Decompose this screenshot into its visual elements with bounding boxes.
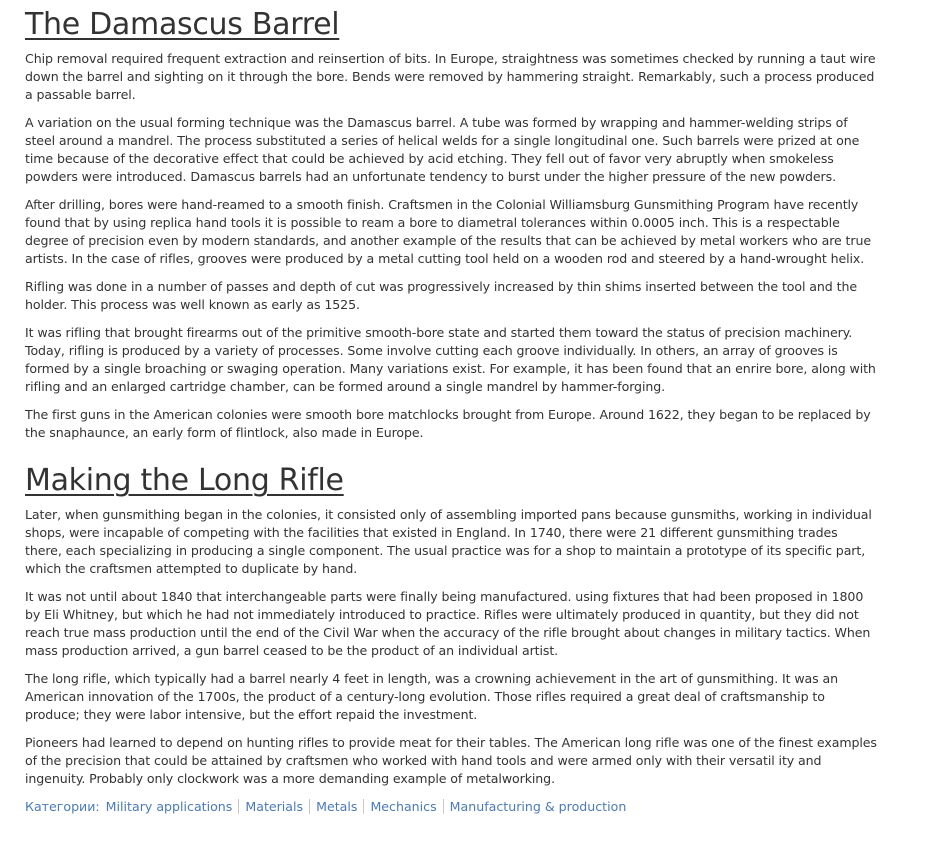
article — [25, 0, 877, 816]
category-link-metals[interactable]: Metals — [309, 799, 363, 814]
section-title-damascus-barrel: The Damascus Barrel — [25, 7, 340, 42]
category-link-manufacturing-production[interactable]: Manufacturing & production — [443, 799, 633, 814]
paragraph: Rifling was done in a number of passes and depth of cut was progressively increased by thin shims inserted between the tool and the holder. This process was well known as early as 1525. — [25, 279, 857, 312]
categories-label: Категории: — [25, 799, 100, 814]
paragraph: A variation on the usual forming technique was the Damascus barrel. A tube was formed by wrapping and hammer-welding strips of steel around a mandrel. The process substituted a series of helical welds for a single longitudinal one. Such barrels were prized at one time because of the decorative effect that could be achieved by acid etching. They fell out of favor very abruptly when smokeless powders were introduced. Damascus barrels had an unfortunate tendency to burst under the higher pressure of the new powders. — [25, 115, 860, 184]
category-link-military-applications[interactable]: Military applications — [105, 799, 233, 814]
category-link-materials[interactable]: Materials — [238, 799, 309, 814]
paragraph: It was not until about 1840 that interchangeable parts were finally being manufactured. using fixtures that had been proposed in 1800 by Eli Whitney, but which he had not immediately introduced to practice. Rifles were ultimately produced in quantity, but they did not reach true mass production until the end of the Civil War when the accuracy of the rifle brought about changes in military tactics. When mass production arrived, a gun barrel ceased to be the product of an individual artist. — [25, 589, 871, 658]
categories-bar — [25, 798, 877, 816]
paragraph: Chip removal required frequent extraction and reinsertion of bits. In Europe, straightness was sometimes checked by running a taut wire down the barrel and sighting on it through the bore. Bends were removed by hammering straight. Remarkably, such a process produced a passable barrel. — [25, 51, 876, 102]
paragraph: After drilling, bores were hand-reamed to a smooth finish. Craftsmen in the Colonial Williamsburg Gunsmithing Program have recently found that by using replica hand tools it is possible to ream a bore to diametral tolerances within 0.0005 inch. This is a respectable degree of precision even by modern standards, and another example of the results that can be achieved by metal workers who are true artists. In the case of rifles, grooves were produced by a metal cutting tool held on a wooden rod and steered by a hand-wrought helix. — [25, 197, 871, 266]
paragraph: It was rifling that brought firearms out of the primitive smooth-bore state and started them toward the status of precision machinery. Today, rifling is produced by a variety of processes. Some involve cutting each groove individually. In others, an array of grooves is formed by a single broaching or swaging operation. Many variations exist. For example, it has been found that an enrire bore, along with rifling and an enlarged cartridge chamber, can be formed around a single mandrel by hammer-forging. — [25, 325, 876, 394]
paragraph: Pioneers had learned to depend on hunting rifles to provide meat for their tables. The American long rifle was one of the finest examples of the precision that could be attained by craftsmen who worked with hand tools and were armed only with their versatil ity and ingenuity. Probably only clockwork was a more demanding example of metalworking. — [25, 735, 877, 786]
category-link-mechanics[interactable]: Mechanics — [363, 799, 442, 814]
paragraph: The first guns in the American colonies were smooth bore matchlocks brought from Europe. Around 1622, they began to be replaced by the snaphaunce, an early form of flintlock, also made in Europe. — [25, 407, 871, 440]
paragraph: Later, when gunsmithing began in the colonies, it consisted only of assembling imported pans because gunsmiths, working in individual shops, were incapable of competing with the facilities that existed in England. In 1740, there were 21 different gunsmithing trades there, each specializing in producing a single component. The usual practice was for a shop to maintain a prototype of its specific part, which the craftsmen attempted to duplicate by hand. — [25, 507, 872, 576]
paragraph: The long rifle, which typically had a barrel nearly 4 feet in length, was a crowning achievement in the art of gunsmithing. It was an American innovation of the 1700s, the product of a century-long evolution. Those rifles required a great deal of craftsmanship to produce; they were labor intensive, but the effort repaid the investment. — [25, 671, 839, 722]
section-title-making-long-rifle: Making the Long Rifle — [25, 463, 344, 498]
